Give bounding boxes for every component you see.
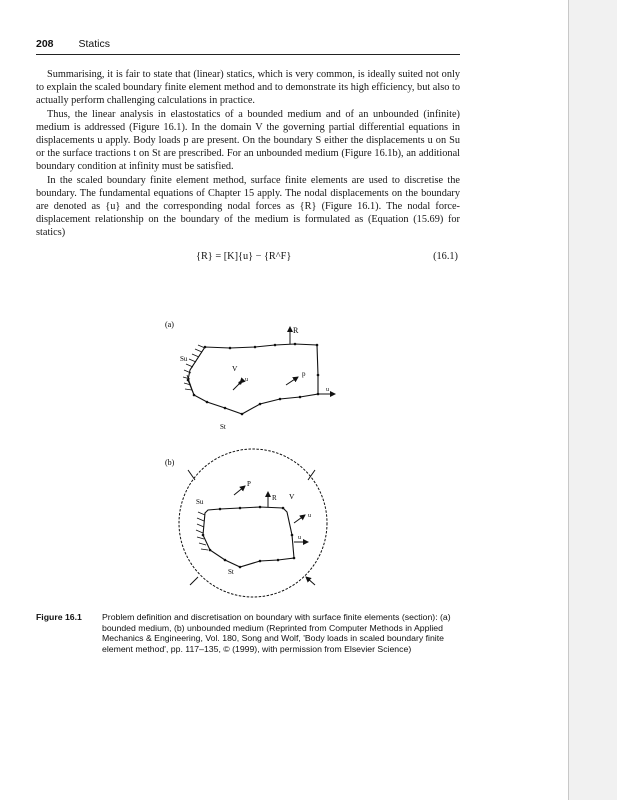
paragraph: In the scaled boundary finite element method, surface finite elements are used to discretise the boundary. The fundamental equations of Chapter 15 apply. The nodal displacements on the boundary are denoted as {u} and the corresponding nodal forces as {R} (Figure 16.1). The nodal force-displacement relationship on the boundary of the medium is formulated as (Equation (15.69) for statics) (36, 174, 460, 239)
equation-number: (16.1) (433, 250, 458, 262)
label-p-b: P (247, 480, 251, 488)
fixed-support-hatch-a (183, 345, 205, 395)
figure-caption (36, 612, 460, 655)
label-V-a: V (232, 364, 238, 373)
body-load-p-arrow-b (234, 486, 245, 495)
label-u-bottom-b: u (298, 535, 301, 541)
paragraph: Summarising, it is fair to state that (linear) statics, which is very common, is ideally suited not only to explain the scaled boundary finite element method and to demonstrate its high efficiency, but also to actually perform challenging calculations in practice. (36, 69, 460, 107)
boundary-a (188, 344, 318, 414)
viewer-gutter (568, 0, 617, 800)
far-field-arrows-b (188, 470, 315, 585)
boundary-at-infinity (179, 449, 327, 597)
fixed-support-hatch-b (196, 512, 208, 550)
panel-b-label: (b) (165, 458, 175, 467)
body-load-p-arrow-a (286, 377, 298, 385)
body-text (36, 68, 460, 274)
equation-expression: {R} = [K]{u} − {R^F} (196, 250, 292, 262)
panel-a-label: (a) (165, 320, 174, 329)
label-u-b: u (308, 513, 311, 519)
running-header (36, 38, 460, 55)
label-u-right-a: u (326, 387, 329, 393)
displacement-arrow-b (294, 515, 305, 523)
page-number: 208 (36, 38, 54, 50)
label-p-a: p (302, 370, 306, 378)
equation-16-1 (36, 244, 460, 274)
label-V-b: V (289, 492, 295, 501)
displacement-arrow-a (233, 383, 240, 390)
label-St-b: St (228, 568, 234, 576)
caption-text: Problem definition and discretisation on boundary with surface finite elements (section): (a) bounded medium, (b) unbounded medium (Reprinted from Computer Methods in Applied Mechanics & Engineering, Vol. 180, Song and Wolf, 'Body loads in scaled boundary finite element method', pp. 117–135, © (1999), with permission from Elsevier Science) (102, 612, 451, 655)
caption-label: Figure 16.1 (36, 612, 82, 622)
label-u-a: u (245, 377, 248, 383)
boundary-b (203, 507, 294, 567)
label-St-a: St (220, 423, 226, 431)
boundary-nodes-b (202, 506, 296, 569)
running-title: Statics (78, 38, 110, 50)
label-R-a: R (293, 326, 299, 335)
paragraph: Thus, the linear analysis in elastostatics of a bounded medium and of an unbounded (infinite) medium is addressed (Figure 16.1). In the domain V the governing partial differential equations in displacements u apply. Body loads p are present. On the boundary S either the displacements u on Su or the surface tractions t on St are prescribed. For an unbounded medium (Figure 16.1b), an additional boundary condition at infinity must be satisfied. (36, 108, 460, 173)
label-Su-a: Su (180, 355, 188, 363)
figure-16-1 (150, 315, 370, 605)
label-Su-b: Su (196, 498, 204, 506)
boundary-nodes-a (187, 343, 320, 416)
panel-a-bounded-medium (165, 320, 335, 431)
label-R-b: R (272, 494, 277, 502)
panel-b-unbounded-medium (165, 449, 327, 597)
